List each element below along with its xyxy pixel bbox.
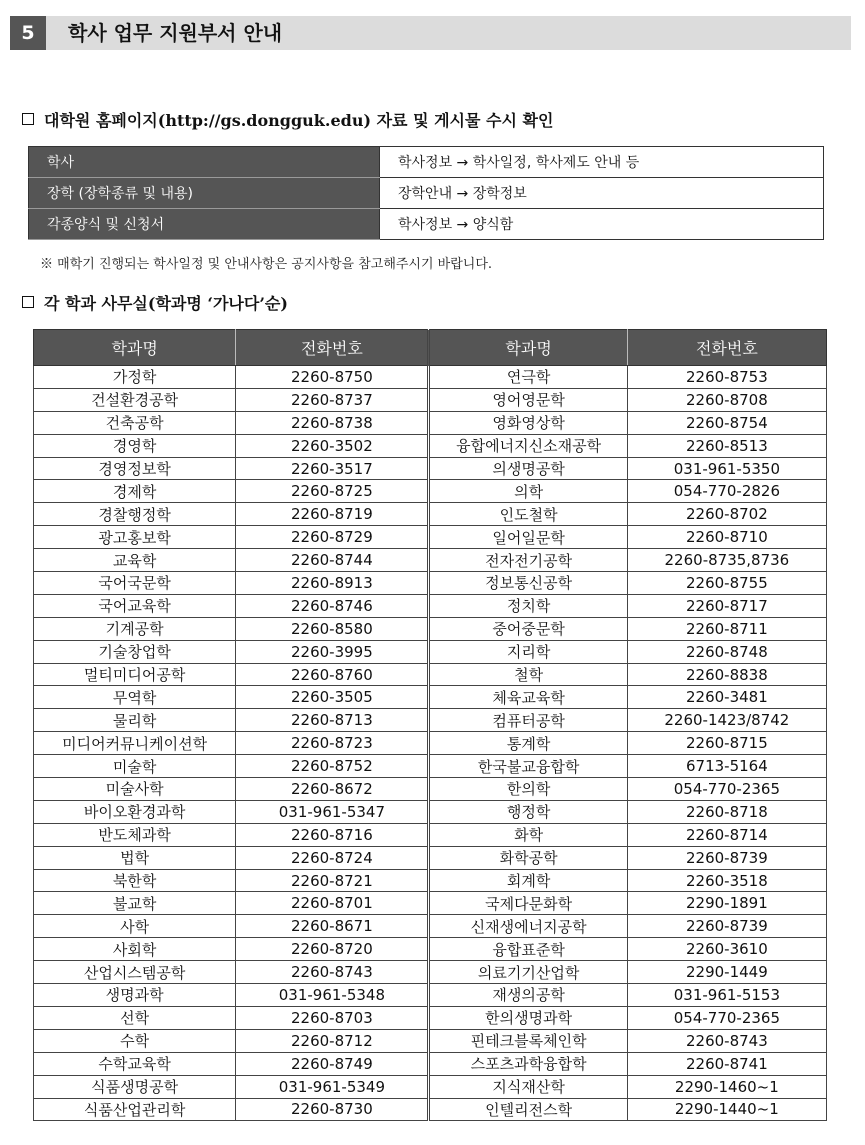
table-row <box>34 572 827 595</box>
phone-number-cell: 2260-8729 <box>236 526 429 549</box>
column-header-department: 학과명 <box>34 330 236 366</box>
department-name-cell: 재생의공학 <box>429 984 627 1007</box>
department-name-cell: 광고홍보학 <box>34 526 236 549</box>
phone-number-cell: 2260-8702 <box>627 503 826 526</box>
department-name-cell: 지식재산학 <box>429 1075 627 1098</box>
department-name-cell: 무역학 <box>34 686 236 709</box>
info-label: 학사 <box>29 147 380 178</box>
table-row <box>34 709 827 732</box>
phone-number-cell: 2290-1449 <box>627 961 826 984</box>
phone-number-cell: 2260-8721 <box>236 869 429 892</box>
phone-number-cell: 2260-8719 <box>236 503 429 526</box>
phone-number-cell: 2260-8513 <box>627 434 826 457</box>
department-name-cell: 한의학 <box>429 778 627 801</box>
table-row <box>34 1075 827 1098</box>
department-name-cell: 수학 <box>34 1029 236 1052</box>
phone-number-cell: 2260-8735,8736 <box>627 549 826 572</box>
department-name-cell: 미디어커뮤니케이션학 <box>34 732 236 755</box>
department-name-cell: 건축공학 <box>34 411 236 434</box>
phone-number-cell: 2260-8720 <box>236 938 429 961</box>
department-name-cell: 철학 <box>429 663 627 686</box>
phone-number-cell: 6713-5164 <box>627 755 826 778</box>
department-name-cell: 반도체과학 <box>34 823 236 846</box>
department-name-cell: 한의생명과학 <box>429 1006 627 1029</box>
column-header-department: 학과명 <box>429 330 627 366</box>
department-name-cell: 의료기기산업학 <box>429 961 627 984</box>
table-row <box>34 869 827 892</box>
phone-number-cell: 2260-3502 <box>236 434 429 457</box>
department-name-cell: 일어일문학 <box>429 526 627 549</box>
phone-number-cell: 2260-8724 <box>236 846 429 869</box>
column-header-phone: 전화번호 <box>627 330 826 366</box>
table-row <box>34 984 827 1007</box>
info-label: 장학 (장학종류 및 내용) <box>29 178 380 209</box>
department-name-cell: 경영학 <box>34 434 236 457</box>
table-row <box>34 938 827 961</box>
department-name-cell: 한국불교융합학 <box>429 755 627 778</box>
info-row <box>29 209 824 240</box>
table-row <box>34 755 827 778</box>
phone-number-cell: 2260-3481 <box>627 686 826 709</box>
department-name-cell: 신재생에너지공학 <box>429 915 627 938</box>
department-name-cell: 핀테크블록체인학 <box>429 1029 627 1052</box>
phone-number-cell: 2260-8741 <box>627 1052 826 1075</box>
phone-number-cell: 2260-8716 <box>236 823 429 846</box>
phone-number-cell: 2260-3995 <box>236 640 429 663</box>
phone-number-cell: 054-770-2365 <box>627 778 826 801</box>
table-row <box>34 434 827 457</box>
table-row <box>34 686 827 709</box>
phone-number-cell: 2260-8730 <box>236 1098 429 1121</box>
department-name-cell: 국어국문학 <box>34 572 236 595</box>
homepage-info-table <box>28 146 824 240</box>
phone-number-cell: 2260-8672 <box>236 778 429 801</box>
department-name-cell: 화학공학 <box>429 846 627 869</box>
table-row <box>34 732 827 755</box>
department-name-cell: 기계공학 <box>34 617 236 640</box>
table-row <box>34 549 827 572</box>
phone-number-cell: 2260-8671 <box>236 915 429 938</box>
info-row <box>29 178 824 209</box>
table-row <box>34 663 827 686</box>
table-row <box>34 892 827 915</box>
phone-number-cell: 2260-8708 <box>627 388 826 411</box>
phone-number-cell: 2260-8744 <box>236 549 429 572</box>
department-name-cell: 스포츠과학융합학 <box>429 1052 627 1075</box>
phone-number-cell: 2260-8718 <box>627 800 826 823</box>
department-name-cell: 사학 <box>34 915 236 938</box>
section-header <box>10 16 851 50</box>
table-row <box>34 617 827 640</box>
phone-number-cell: 2260-3505 <box>236 686 429 709</box>
department-name-cell: 식품산업관리학 <box>34 1098 236 1121</box>
department-name-cell: 컴퓨터공학 <box>429 709 627 732</box>
phone-number-cell: 2260-8723 <box>236 732 429 755</box>
phone-number-cell: 2260-8714 <box>627 823 826 846</box>
table-row <box>34 1098 827 1121</box>
department-name-cell: 정치학 <box>429 594 627 617</box>
phone-number-cell: 031-961-5349 <box>236 1075 429 1098</box>
schedule-note: ※ 매학기 진행되는 학사일정 및 안내사항은 공지사항을 참고해주시기 바랍니다. <box>40 257 493 272</box>
table-row <box>34 388 827 411</box>
department-name-cell: 중어중문학 <box>429 617 627 640</box>
info-value: 학사정보 → 양식함 <box>380 209 824 240</box>
phone-number-cell: 2260-8746 <box>236 594 429 617</box>
table-row <box>34 1052 827 1075</box>
table-row <box>34 640 827 663</box>
department-name-cell: 인텔리전스학 <box>429 1098 627 1121</box>
department-name-cell: 경찰행정학 <box>34 503 236 526</box>
info-row <box>29 147 824 178</box>
phone-number-cell: 2260-8715 <box>627 732 826 755</box>
phone-number-cell: 2260-8712 <box>236 1029 429 1052</box>
department-name-cell: 멀티미디어공학 <box>34 663 236 686</box>
department-name-cell: 회계학 <box>429 869 627 892</box>
phone-number-cell: 2260-8838 <box>627 663 826 686</box>
phone-number-cell: 2260-8913 <box>236 572 429 595</box>
table-row <box>34 778 827 801</box>
phone-number-cell: 2260-8752 <box>236 755 429 778</box>
phone-number-cell: 2260-3517 <box>236 457 429 480</box>
department-name-cell: 경제학 <box>34 480 236 503</box>
table-row <box>34 1006 827 1029</box>
phone-number-cell: 2260-8580 <box>236 617 429 640</box>
department-name-cell: 수학교육학 <box>34 1052 236 1075</box>
phone-number-cell: 2260-8739 <box>627 915 826 938</box>
table-header-row <box>34 330 827 366</box>
department-name-cell: 국어교육학 <box>34 594 236 617</box>
phone-number-cell: 2260-8701 <box>236 892 429 915</box>
phone-number-cell: 2260-8737 <box>236 388 429 411</box>
department-name-cell: 국제다문화학 <box>429 892 627 915</box>
department-name-cell: 산업시스템공학 <box>34 961 236 984</box>
phone-number-cell: 2260-8711 <box>627 617 826 640</box>
table-row <box>34 915 827 938</box>
table-row <box>34 503 827 526</box>
table-row <box>34 1029 827 1052</box>
department-name-cell: 바이오환경과학 <box>34 800 236 823</box>
department-name-cell: 교육학 <box>34 549 236 572</box>
info-value: 학사정보 → 학사일정, 학사제도 안내 등 <box>380 147 824 178</box>
department-name-cell: 영화영상학 <box>429 411 627 434</box>
department-table-body <box>34 366 827 1121</box>
phone-number-cell: 2260-8750 <box>236 366 429 389</box>
column-header-phone: 전화번호 <box>236 330 429 366</box>
phone-number-cell: 2260-8749 <box>236 1052 429 1075</box>
department-name-cell: 미술학 <box>34 755 236 778</box>
phone-number-cell: 054-770-2826 <box>627 480 826 503</box>
phone-number-cell: 031-961-5153 <box>627 984 826 1007</box>
table-row <box>34 594 827 617</box>
departments-heading <box>22 291 288 314</box>
table-row <box>34 526 827 549</box>
phone-number-cell: 2260-8725 <box>236 480 429 503</box>
departments-heading-text: 각 학과 사무실(학과명 ‘가나다’순) <box>44 294 288 313</box>
department-name-cell: 경영정보학 <box>34 457 236 480</box>
section-title: 학사 업무 지원부서 안내 <box>68 21 283 45</box>
phone-number-cell: 2260-8754 <box>627 411 826 434</box>
department-name-cell: 사회학 <box>34 938 236 961</box>
department-name-cell: 생명과학 <box>34 984 236 1007</box>
table-row <box>34 961 827 984</box>
table-row <box>34 457 827 480</box>
department-name-cell: 의학 <box>429 480 627 503</box>
department-name-cell: 전자전기공학 <box>429 549 627 572</box>
department-name-cell: 물리학 <box>34 709 236 732</box>
phone-number-cell: 2260-8753 <box>627 366 826 389</box>
phone-number-cell: 2260-8743 <box>236 961 429 984</box>
department-name-cell: 기술창업학 <box>34 640 236 663</box>
department-name-cell: 지리학 <box>429 640 627 663</box>
phone-number-cell: 054-770-2365 <box>627 1006 826 1029</box>
info-value: 장학안내 → 장학정보 <box>380 178 824 209</box>
phone-number-cell: 031-961-5348 <box>236 984 429 1007</box>
homepage-heading <box>22 108 553 131</box>
table-row <box>34 823 827 846</box>
department-name-cell: 영어영문학 <box>429 388 627 411</box>
section-number: 5 <box>10 16 46 50</box>
phone-number-cell: 2260-8743 <box>627 1029 826 1052</box>
department-name-cell: 통계학 <box>429 732 627 755</box>
department-name-cell: 법학 <box>34 846 236 869</box>
department-name-cell: 식품생명공학 <box>34 1075 236 1098</box>
department-name-cell: 연극학 <box>429 366 627 389</box>
department-name-cell: 선학 <box>34 1006 236 1029</box>
department-name-cell: 불교학 <box>34 892 236 915</box>
phone-number-cell: 2290-1440~1 <box>627 1098 826 1121</box>
info-label: 각종양식 및 신청서 <box>29 209 380 240</box>
department-name-cell: 행정학 <box>429 800 627 823</box>
department-name-cell: 인도철학 <box>429 503 627 526</box>
department-phone-table <box>33 329 827 1121</box>
table-row <box>34 846 827 869</box>
phone-number-cell: 2260-8717 <box>627 594 826 617</box>
phone-number-cell: 2260-8755 <box>627 572 826 595</box>
department-name-cell: 정보통신공학 <box>429 572 627 595</box>
phone-number-cell: 2260-8710 <box>627 526 826 549</box>
phone-number-cell: 2260-3610 <box>627 938 826 961</box>
phone-number-cell: 2290-1460~1 <box>627 1075 826 1098</box>
table-row <box>34 480 827 503</box>
department-name-cell: 건설환경공학 <box>34 388 236 411</box>
department-name-cell: 융합표준학 <box>429 938 627 961</box>
department-name-cell: 의생명공학 <box>429 457 627 480</box>
phone-number-cell: 2260-8738 <box>236 411 429 434</box>
department-name-cell: 가정학 <box>34 366 236 389</box>
phone-number-cell: 2260-8748 <box>627 640 826 663</box>
phone-number-cell: 2260-1423/8742 <box>627 709 826 732</box>
homepage-heading-text: 대학원 홈페이지(http://gs.dongguk.edu) 자료 및 게시물 수시 확인 <box>44 111 554 130</box>
phone-number-cell: 031-961-5350 <box>627 457 826 480</box>
table-row <box>34 366 827 389</box>
phone-number-cell: 2260-3518 <box>627 869 826 892</box>
department-name-cell: 화학 <box>429 823 627 846</box>
phone-number-cell: 2260-8760 <box>236 663 429 686</box>
department-name-cell: 미술사학 <box>34 778 236 801</box>
department-name-cell: 북한학 <box>34 869 236 892</box>
phone-number-cell: 2260-8739 <box>627 846 826 869</box>
phone-number-cell: 2260-8703 <box>236 1006 429 1029</box>
table-row <box>34 800 827 823</box>
phone-number-cell: 2260-8713 <box>236 709 429 732</box>
checkbox-bullet-icon <box>22 113 34 125</box>
phone-number-cell: 2290-1891 <box>627 892 826 915</box>
table-row <box>34 411 827 434</box>
phone-number-cell: 031-961-5347 <box>236 800 429 823</box>
checkbox-bullet-icon <box>22 296 34 308</box>
department-name-cell: 체육교육학 <box>429 686 627 709</box>
department-name-cell: 융합에너지신소재공학 <box>429 434 627 457</box>
